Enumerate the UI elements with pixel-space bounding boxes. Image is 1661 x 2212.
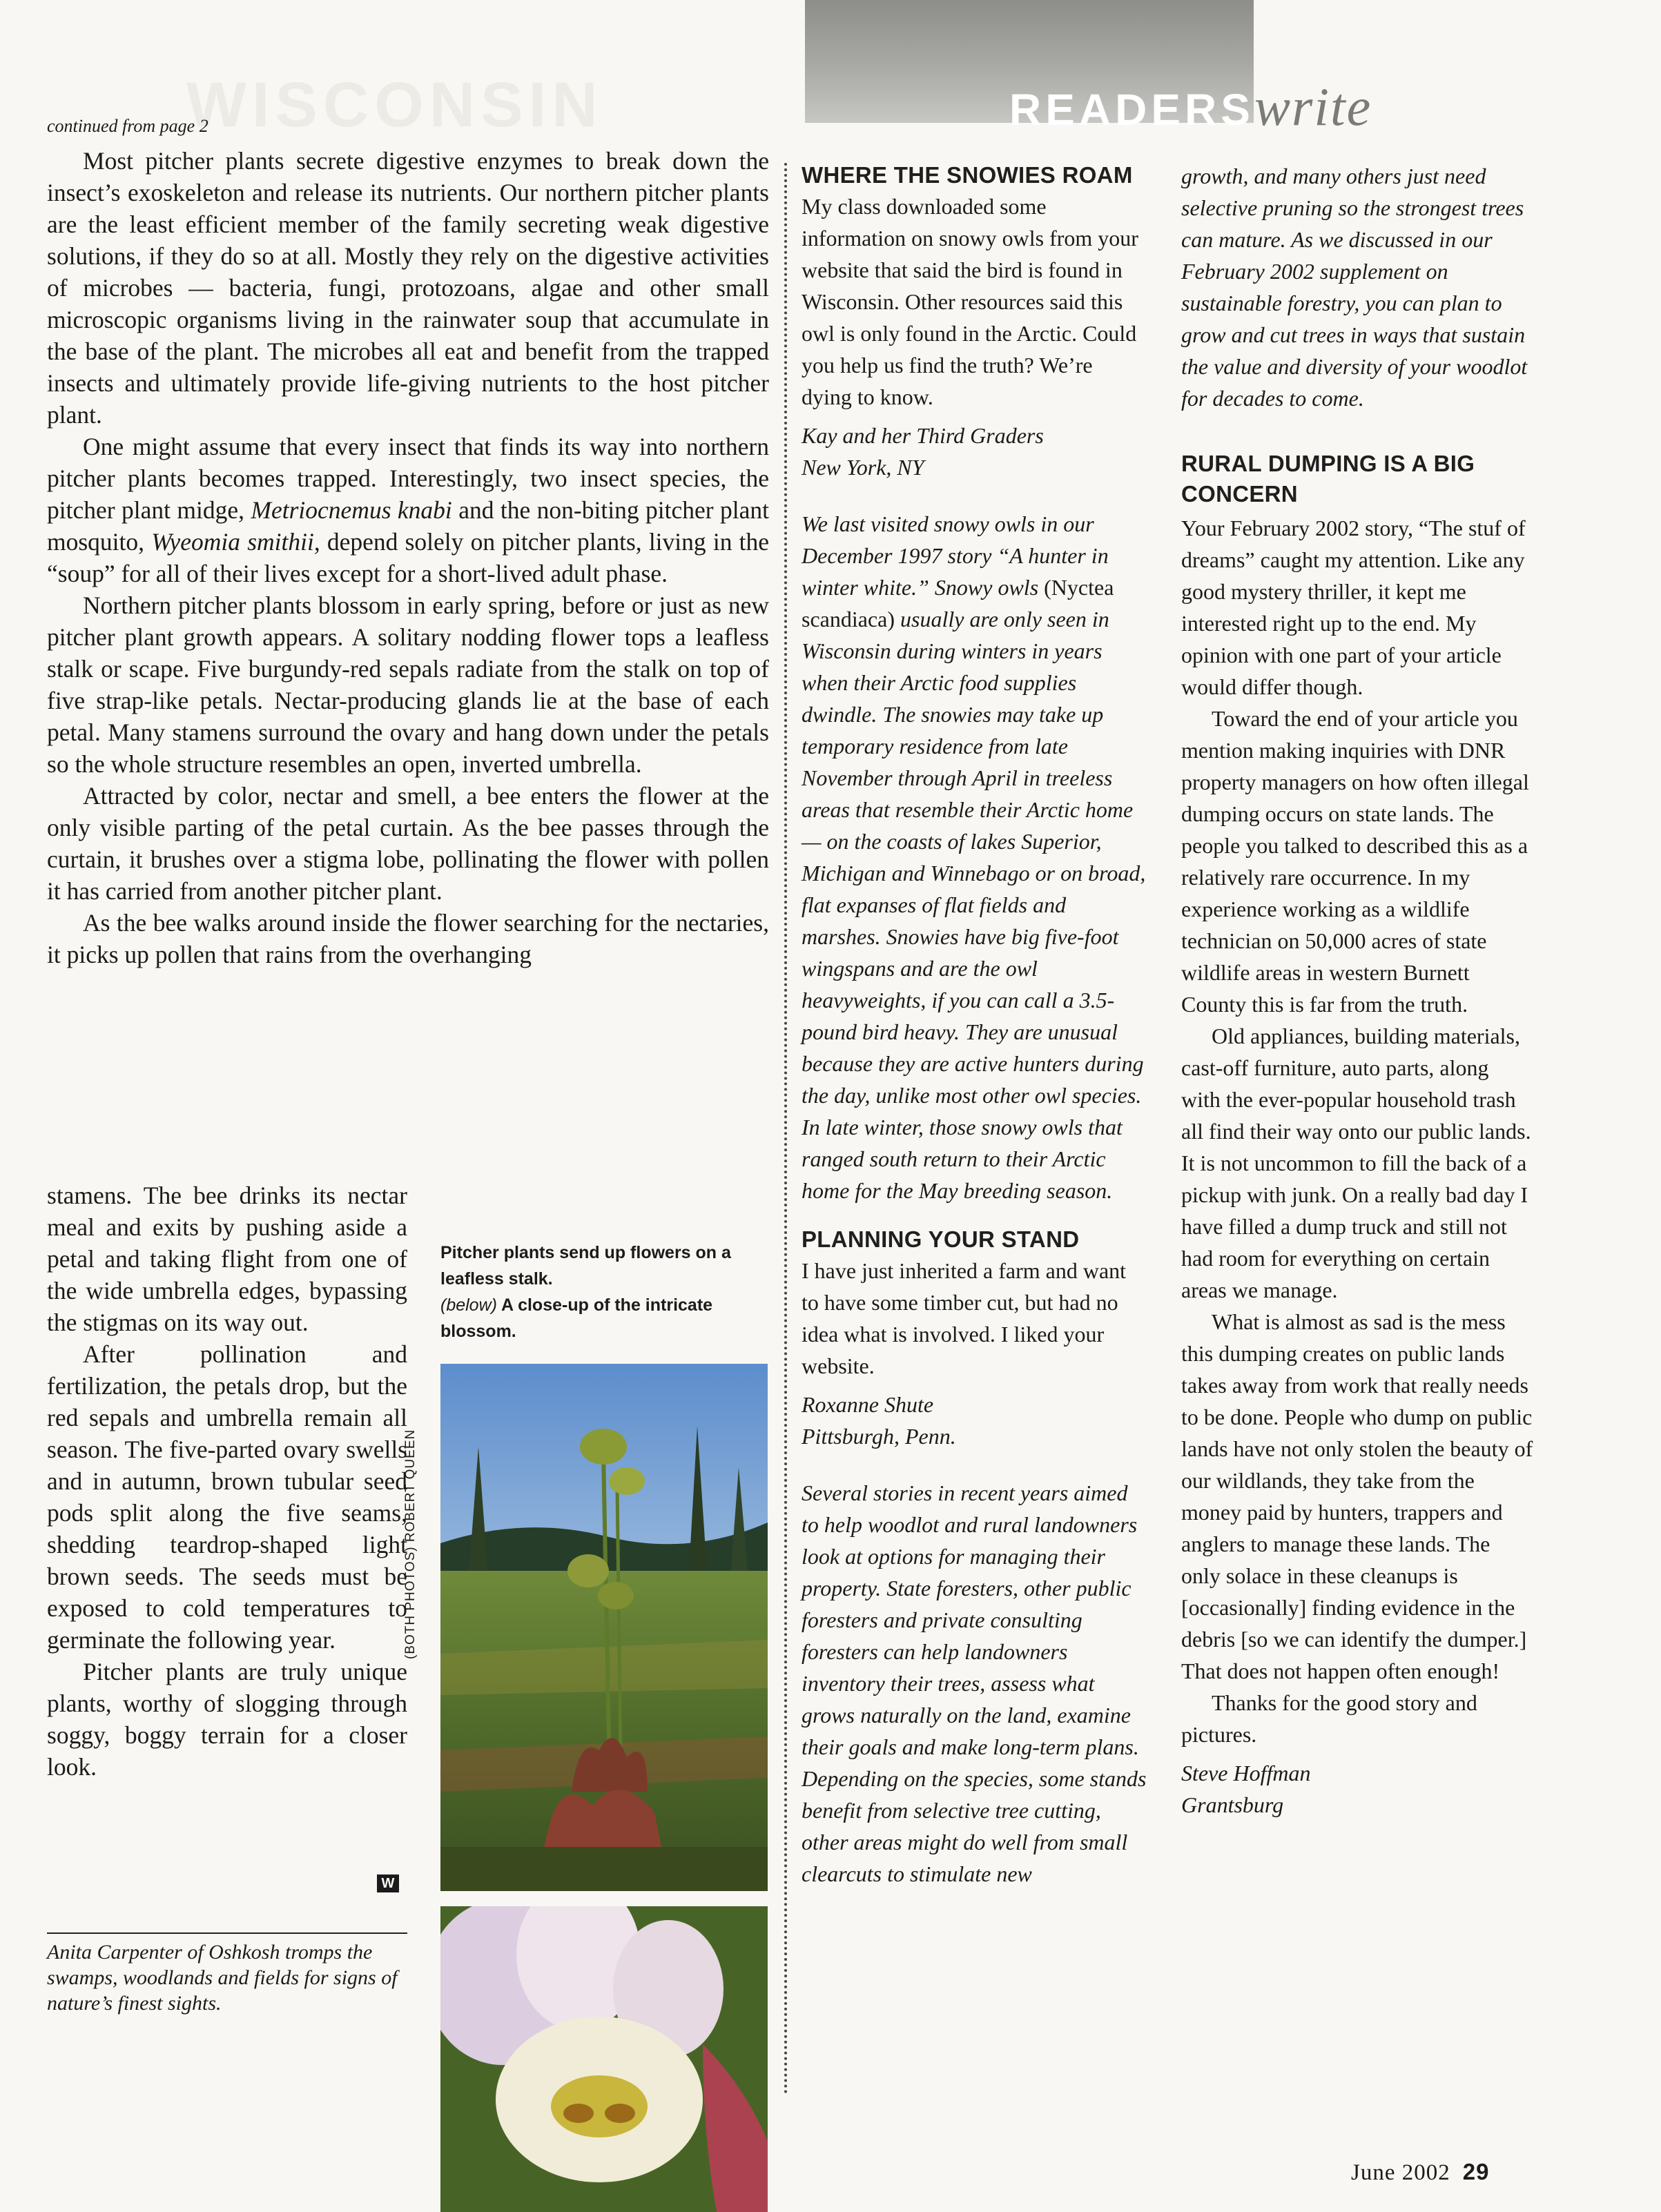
photo-credit: (BOTH PHOTOS) ROBERT QUEEN <box>403 1429 418 1659</box>
letter-body: What is almost as sad is the mess this dumping creates on public lands takes away from work that really needs to be done. People who dump on public lands have not only stolen the beauty of our wildlands, they take from the money paid by hunters, trappers and anglers to manage these lands. The only solace in these cleanups is [occasionally] finding evidence in the debris [so we can identify the dumper.] That does not happen often enough! <box>1181 1309 1533 1683</box>
column-divider <box>784 163 787 2095</box>
letter-heading: WHERE THE SNOWIES ROAM <box>802 162 1133 188</box>
letter-location: New York, NY <box>802 455 924 480</box>
species-name: (Nyctea scandiaca) <box>802 575 1114 632</box>
article-paragraph: stamens. The bee drinks its nectar meal and exits by pushing aside a petal and taking flight from one of the wide umbrella edges, bypassing the stigmas on its way out. <box>47 1182 407 1336</box>
page-footer <box>1351 2159 1489 2186</box>
pitcher-plant-photo <box>440 1364 768 1891</box>
photo-caption: Pitcher plants send up flowers on a leafless stalk. (below) A close-up of the intricate blossom. <box>440 1243 731 1341</box>
letter-body: Your February 2002 story, “The stuf of dreams” caught my attention. Like any good mystery thriller, it kept me interested right up to the end. My opinion with one part of your article would differ though. <box>1181 516 1526 699</box>
letter-body: Old appliances, building materials, cast-off furniture, auto parts, along with the ever-popular household trash all find their way onto our public lands. It is not uncommon to fill the back of a pickup with junk. On a really bad day I have filled a dump truck and still not had room for everything on certain areas we manage. <box>1181 1024 1531 1302</box>
blossom-closeup-photo <box>440 1906 768 2212</box>
letter-body: Toward the end of your article you mention making inquiries with DNR property managers on how often illegal dumping occurs on state lands. The people you talked to described this as a relatively rare occurrence. In my experience working as a wildlife technician on 50,000 acres of state wildlife areas in western Burnett County this is far from the truth. <box>1181 706 1529 1017</box>
letter-signature: Steve Hoffman <box>1181 1761 1311 1785</box>
caption-prefix: (below) <box>440 1295 497 1315</box>
species-name: Wyeomia smithii <box>151 528 314 556</box>
article-paragraph: Pitcher plants are truly unique plants, worthy of slogging through soggy, boggy terrain for a closer look. <box>47 1658 407 1781</box>
letter-location: Pittsburgh, Penn. <box>802 1424 956 1449</box>
letter-location: Grantsburg <box>1181 1792 1284 1817</box>
letter-body: Thanks for the good story and pictures. <box>1181 1690 1477 1747</box>
section-title-script: write <box>1254 77 1372 137</box>
article-paragraph: Most pitcher plants secrete digestive enzymes to break down the insect’s exoskeleton and release its nutrients. Our northern pitcher plants are the least efficient member of the family secreting weak digestive solutions, if they do so at all. Mostly they rely on the digestive activities of microbes — bacteria, fungi, protozoans, algae and other small microscopic organisms living in the rainwater soup that accumulate in the base of the plant. The microbes all eat and benefit from the trapped insects and ultimately provide life-giving nutrients to the host pitcher plant. <box>47 147 769 429</box>
article-paragraph: Attracted by color, nectar and smell, a bee enters the flower at the only visible parting of the petal curtain. As the bee passes through the curtain, it brushes over a stigma lobe, pollinating the flower with pollen it has carried from another pitcher plant. <box>47 782 769 905</box>
author-bio: Anita Carpenter of Oshkosh tromps the swamps, woodlands and fields for signs of nature’s finest sights. <box>47 1941 398 2015</box>
issue-date: June 2002 <box>1351 2160 1450 2185</box>
editor-reply-continued: growth, and many others just need selective pruning so the strongest trees can mature. As we discussed in our February 2002 supplement on sustainable forestry, you can plan to grow and cut trees in ways that sustain the value and diversity of your woodlot for decades to come. <box>1181 164 1528 411</box>
article-paragraph: As the bee walks around inside the flower searching for the nectaries, it picks up pollen that rains from the overhanging <box>47 909 769 968</box>
faded-heading-watermark: WISCONSIN <box>186 70 603 140</box>
editor-reply: Several stories in recent years aimed to help woodlot and rural landowners look at options for managing their property. State foresters, other public foresters and private consulting foresters can help landowners inventory their trees, assess what grows naturally on the land, examine their goals and make long-term plans. Depending on the species, some stands benefit from selective tree cutting, other areas might do well from small clearcuts to stimulate new <box>802 1480 1147 1886</box>
end-mark-logo: W <box>377 1875 399 1892</box>
letter-heading: RURAL DUMPING IS A BIG CONCERN <box>1181 451 1475 507</box>
article-column-wide <box>47 145 769 970</box>
section-title <box>1009 76 1372 138</box>
letters-column-right <box>1181 160 1533 1821</box>
letters-column-left <box>802 160 1147 1890</box>
letter-signature: Kay and her Third Graders <box>802 423 1044 448</box>
letter-body: My class downloaded some information on snowy owls from your website that said the bird is found in Wisconsin. Other resources said this owl is only found in the Arctic. Could you help us find the truth? We’re dying to know. <box>802 194 1138 409</box>
species-name: Metriocnemus knabi <box>251 496 452 524</box>
letter-heading: PLANNING YOUR STAND <box>802 1226 1080 1252</box>
section-title-caps: READERS <box>1009 85 1254 135</box>
page-number: 29 <box>1462 2159 1490 2184</box>
author-rule <box>47 1932 407 1934</box>
continued-note: continued from page 2 <box>47 116 208 136</box>
editor-reply: We last visited snowy owls in our December 1997 story “A hunter in winter white.” Snowy owls (Nyctea scandiaca) usually are only seen in Wisconsin during winters in years when their Arctic food supplies dwindle. The snowies may take up temporary residence from late November through April in treeless areas that resemble their Arctic home — on the coasts of lakes Superior, Michigan and Winnebago or on broad, flat expanses of flat fields and marshes. Snowies have big five-foot wingspans and are the owl heavyweights, if you can call a 3.5-pound bird heavy. They are unusual because they are active hunters during the day, unlike most other owl species. In late winter, those snowy owls that ranged south return to their Arctic home for the May breeding season. <box>802 511 1146 1203</box>
letter-signature: Roxanne Shute <box>802 1392 934 1417</box>
letter-body: I have just inherited a farm and want to have some timber cut, but had no idea what is involved. I liked your website. <box>802 1258 1127 1378</box>
article-paragraph: After pollination and fertilization, the petals drop, but the red sepals and umbrella remain all season. The five-parted ovary swells and in autumn, brown tubular seed pods split along the five seams, shedding teardrop-shaped light brown seeds. The seeds must be exposed to cold temperatures to germinate the following year. <box>47 1340 407 1654</box>
article-column-narrow <box>47 1180 407 1783</box>
article-paragraph: One might assume that every insect that finds its way into northern pitcher plants becomes trapped. Interestingly, two insect species, the pitcher plant midge, Metriocnemus knabi and the non-biting pitcher plant mosquito, Wyeomia smithii, depend solely on pitcher plants, living in the “soup” for all of their lives except for a short-lived adult phase. <box>47 433 769 587</box>
article-paragraph: Northern pitcher plants blossom in early spring, before or just as new pitcher plant growth appears. A solitary nodding flower tops a leafless stalk or scape. Five burgundy-red sepals radiate from the stalk on top of five strap-like petals. Nectar-producing glands lie at the base of each petal. Many stamens surround the ovary and hang down under the petals so the whole structure resembles an open, inverted umbrella. <box>47 591 769 778</box>
